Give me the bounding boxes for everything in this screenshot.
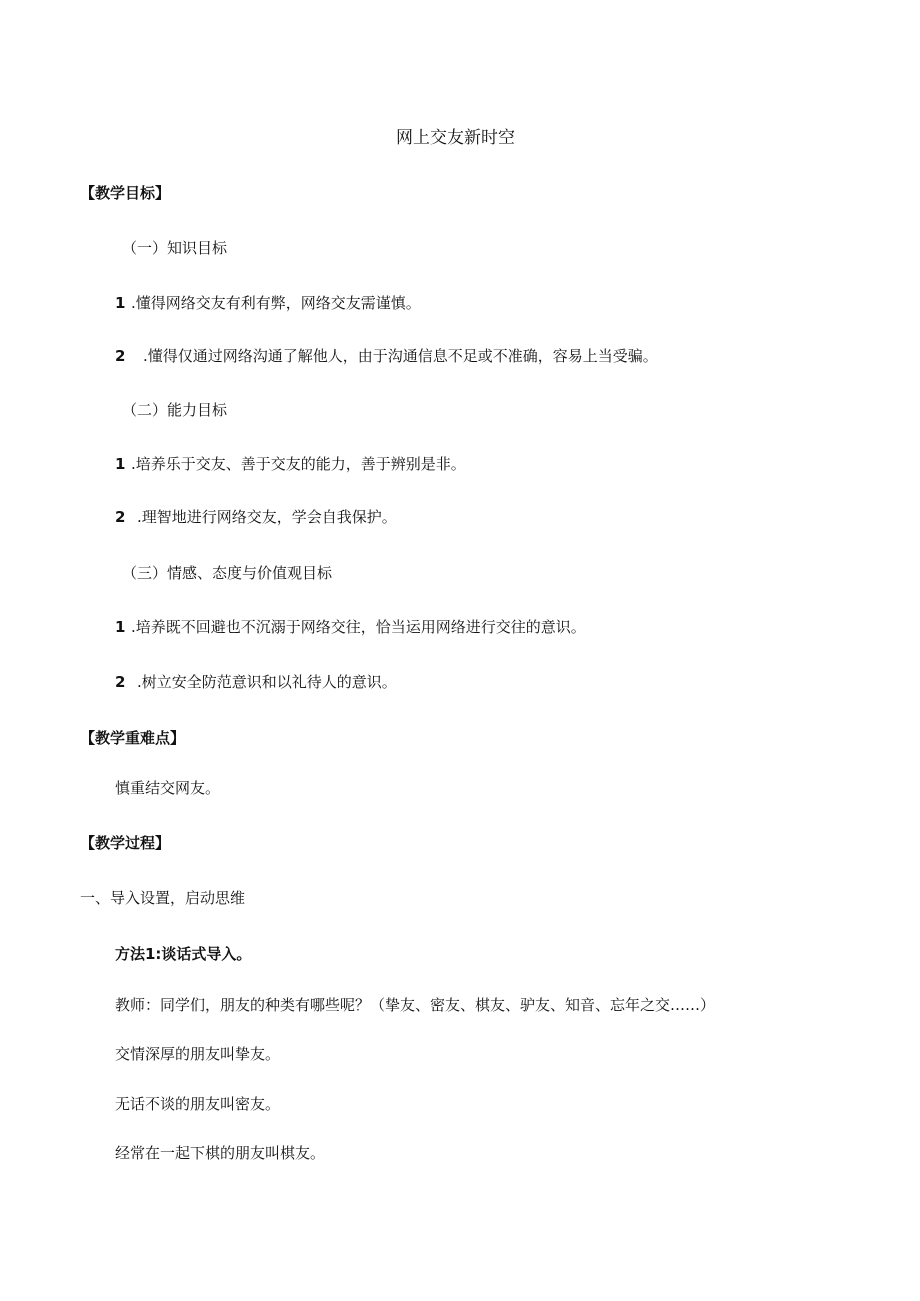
- document-title: 网上交友新时空: [396, 128, 515, 148]
- method-label: 方法1:谈话式导入。: [115, 945, 252, 963]
- paragraph: 经常在一起下棋的朋友叫棋友。: [115, 1144, 326, 1162]
- emotion-item-1: [115, 620, 586, 635]
- key-points-heading: 【教学重难点】: [80, 729, 186, 747]
- item-number: 1: [115, 618, 126, 636]
- item-number: 2: [115, 508, 126, 526]
- goals-heading: 【教学目标】: [80, 184, 171, 202]
- knowledge-item-2: [115, 349, 658, 364]
- item-text: .理智地进行网络交友，学会自我保护。: [137, 508, 397, 526]
- step1-heading: 一、导入设置，启动思维: [80, 889, 246, 907]
- ability-item-2: [115, 510, 397, 525]
- paragraph: 教师：同学们，朋友的种类有哪些呢？（挚友、密友、棋友、驴友、知音、忘年之交……）: [115, 996, 716, 1014]
- emotion-item-2: [115, 675, 397, 690]
- emotion-heading: （三）情感、态度与价值观目标: [122, 564, 333, 582]
- item-text: .培养乐于交友、善于交友的能力，善于辨别是非。: [131, 455, 466, 473]
- item-number: 2: [115, 347, 126, 365]
- knowledge-heading: （一）知识目标: [122, 239, 228, 257]
- ability-heading: （二）能力目标: [122, 401, 228, 419]
- knowledge-item-1: [115, 296, 421, 311]
- process-heading: 【教学过程】: [80, 834, 171, 852]
- ability-item-1: [115, 457, 466, 472]
- item-text: .树立安全防范意识和以礼待人的意识。: [137, 673, 397, 691]
- paragraph: 交情深厚的朋友叫挚友。: [115, 1045, 281, 1063]
- item-text: .懂得仅通过网络沟通了解他人，由于沟通信息不足或不准确，容易上当受骗。: [143, 347, 658, 365]
- item-text: .培养既不回避也不沉溺于网络交往，恰当运用网络进行交往的意识。: [131, 618, 586, 636]
- paragraph: 无话不谈的朋友叫密友。: [115, 1095, 281, 1113]
- item-number: 2: [115, 673, 126, 691]
- item-text: .懂得网络交友有利有弊，网络交友需谨慎。: [131, 294, 421, 312]
- item-number: 1: [115, 294, 126, 312]
- item-number: 1: [115, 455, 126, 473]
- key-points-text: 慎重结交网友。: [115, 779, 221, 797]
